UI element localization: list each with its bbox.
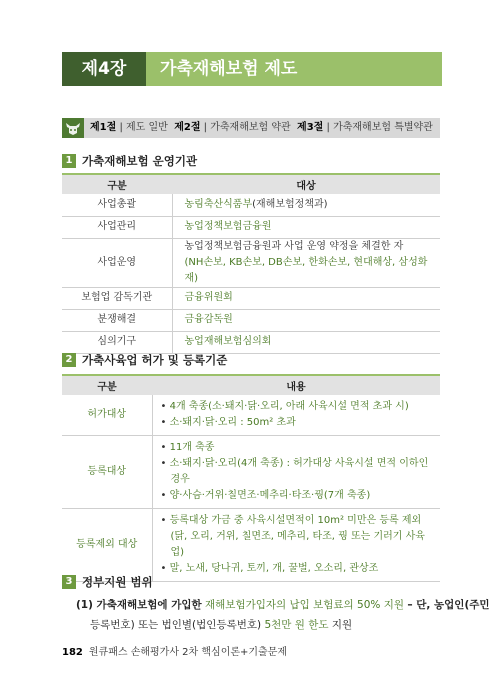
- page-number: 182: [62, 647, 83, 658]
- chapter-label: 제4장: [62, 52, 146, 86]
- section2-title: 가축사육업 허가 및 등록기준: [82, 353, 228, 367]
- row-label: 사업총괄: [62, 194, 172, 216]
- row-label: 사업운영: [62, 238, 172, 287]
- list-item: • 등록대상 가금 중 사육시설면적이 10m² 미만은 등록 제외(닭, 오리, 거위, 칠면조, 메추리, 타조, 꿩 또는 기러기 사육업): [160, 515, 425, 558]
- row-label: 사업관리: [62, 216, 172, 238]
- table-row: [62, 287, 440, 309]
- page-footer: [62, 643, 287, 658]
- row-label: 심의기구: [62, 331, 172, 353]
- section-navbar: [62, 118, 440, 138]
- section3-title: 정부지원 범위: [82, 575, 153, 589]
- table-row: [62, 436, 440, 509]
- table-header-category: 구분: [62, 174, 172, 194]
- table-row: [62, 309, 440, 331]
- section1-title: 가축재해보험 운영기관: [82, 154, 198, 168]
- nav-part2-label: | 가축재해보험 약관: [203, 122, 291, 133]
- list-item: • 말, 노새, 당나귀, 토끼, 개, 꿀벌, 오소리, 관상조: [160, 563, 379, 574]
- nav-part1-num: 제1절: [90, 122, 117, 133]
- nav-part3-label: | 가축재해보험 특별약관: [326, 122, 433, 133]
- table-header-category: 구분: [62, 375, 152, 395]
- license-table: [62, 374, 440, 582]
- row-value-line2: (NH손보, KB손보, DB손보, 한화손보, 현대해상, 삼성화재): [184, 256, 428, 284]
- nav-part1-label: | 제도 일반: [119, 122, 168, 133]
- list-item: • 소·돼지·닭·오리 : 50m² 초과: [160, 417, 296, 428]
- row-label: 등록제외 대상: [62, 509, 152, 582]
- nav-part3-num: 제3절: [297, 122, 324, 133]
- section3-heading: [62, 574, 153, 590]
- table-row: [62, 395, 440, 436]
- nav-part2-num: 제2절: [174, 122, 201, 133]
- list-item: • 11개 축종: [160, 442, 215, 453]
- section1-number: 1: [62, 154, 76, 168]
- row-value-extra: (재해보험정책과): [252, 198, 328, 210]
- list-item: • 소·돼지·닭·오리(4개 축종) : 허가대상 사육시설 면적 이하인 경우: [160, 458, 429, 485]
- row-value-line1: 농업정책보험금융원과 사업 운영 약정을 체결한 자: [184, 240, 404, 252]
- row-value: 농림축산식품부: [184, 198, 253, 210]
- operator-table: [62, 173, 440, 354]
- cow-icon: [62, 118, 84, 138]
- section3-number: 3: [62, 575, 76, 589]
- row-label: 보험업 감독기관: [62, 287, 172, 309]
- chapter-header: [62, 52, 442, 86]
- row-value: 금융감독원: [172, 309, 440, 331]
- chapter-title: 가축재해보험 제도: [146, 52, 442, 86]
- table-header-target: 대상: [172, 174, 440, 194]
- list-item: • 양·사슴·거위·칠면조·메추리·타조·꿩(7개 축종): [160, 490, 371, 501]
- section3-line1: (1) 가축재해보험에 가입한 재해보험가입자의 납입 보험료의 50% 지원 – 단, 농업인(주민: [76, 599, 490, 611]
- footer-text: 원큐패스 손해평가사 2차 핵심이론+기출문제: [88, 647, 288, 658]
- table-row: [62, 509, 440, 582]
- section1-heading: [62, 153, 197, 169]
- table-row: [62, 331, 440, 353]
- row-label: 허가대상: [62, 395, 152, 436]
- table-header-content: 내용: [152, 375, 440, 395]
- row-label: 분쟁해결: [62, 309, 172, 331]
- row-label: 등록대상: [62, 436, 152, 509]
- row-value: 금융위원회: [172, 287, 440, 309]
- section3-line2: 등록번호) 또는 법인별(법인등록번호) 5천만 원 한도 지원: [90, 619, 353, 631]
- table-row: [62, 238, 440, 287]
- table-row: [62, 216, 440, 238]
- table-row: [62, 194, 440, 216]
- list-item: • 4개 축종(소·돼지·닭·오리, 아래 사육시설 면적 초과 시): [160, 401, 409, 412]
- row-value: 농업정책보험금융원: [172, 216, 440, 238]
- row-value: 농업재해보험심의회: [172, 331, 440, 353]
- section2-number: 2: [62, 353, 76, 367]
- section2-heading: [62, 352, 227, 368]
- nav-text: [90, 118, 433, 138]
